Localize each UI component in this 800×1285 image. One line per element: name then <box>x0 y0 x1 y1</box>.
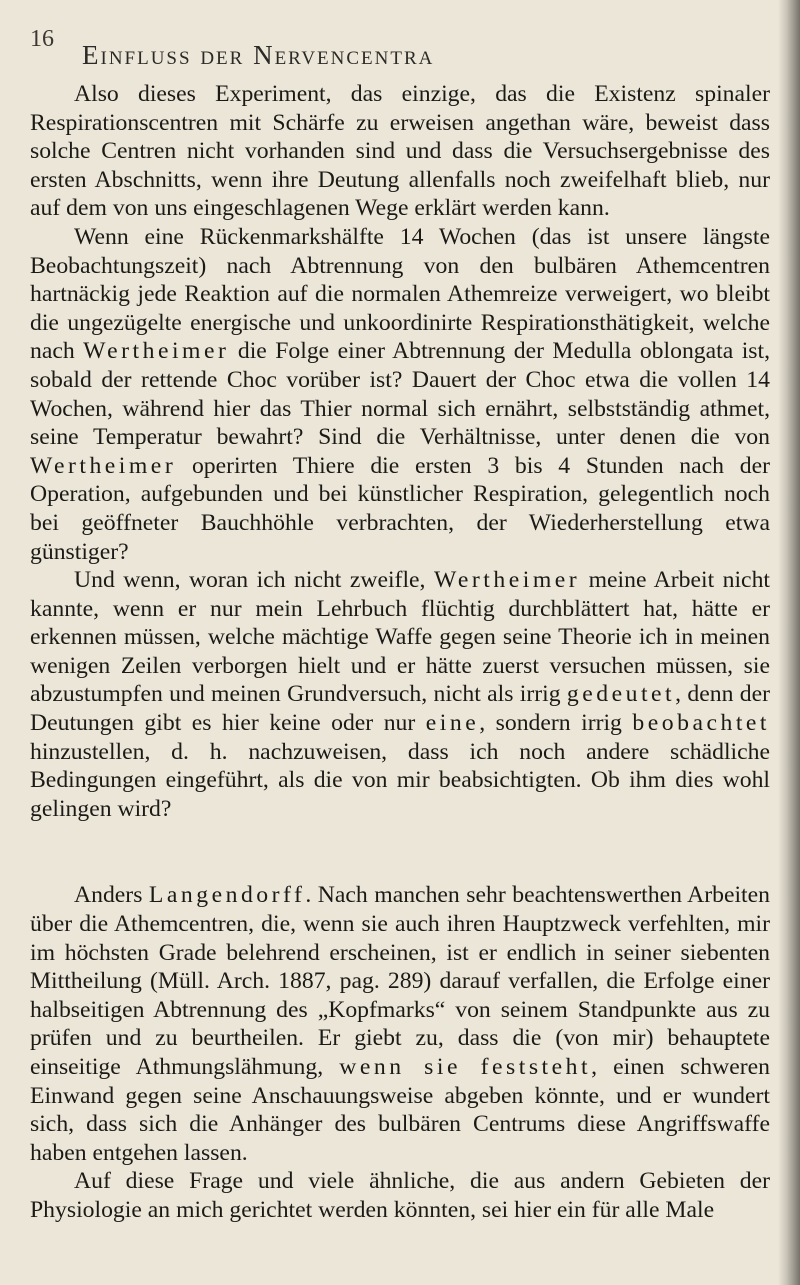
page-edge-shadow <box>778 0 800 1285</box>
spaced-emphasis: Wertheimer <box>30 452 177 479</box>
text-run: die Folge einer Abtrennung der Medulla oblongata ist, sobald der rettende Choc vorüber ist? Dauert der Choc etwa die vollen 14 Wochen, während hier das Thier normal sich ernährt, selbstständig athmet, seine Temperatur bewahrt? Sind die Verhältnisse, unter denen die von <box>30 338 770 451</box>
page-number: 16 <box>30 26 54 52</box>
paragraph <box>30 566 770 823</box>
text-run: operirten Thiere die ersten 3 bis 4 Stunden nach der Operation, aufgebunden und bei künstlicher Respiration, gelegentlich noch bei geöffneter Bauchhöhle verbrachten, der Wiederherstellung etwa günstiger? <box>30 452 770 565</box>
paragraph <box>30 80 770 223</box>
text-run: hinzustellen, d. h. nachzuweisen, dass ich noch andere schädliche Bedingungen eingeführt, als die von mir beabsichtigten. Ob ihm dies wohl gelingen wird? <box>30 738 770 822</box>
page-header <box>30 10 770 70</box>
text-run: , denn der Deutungen gibt es hier keine oder nur <box>30 681 770 737</box>
text-run: Also dieses Experiment, das einzige, das die Existenz spinaler Respirationscentren mit Schärfe zu erweisen angethan wäre, beweist dass solche Centren nicht vorhanden sind und dass die Versuchsergebnisse des ersten Abschnitts, wenn ihre Deutung allenfalls noch zweifelhaft blieb, nur auf dem von uns eingeschlagenen Wege erklärt werden kann. <box>30 81 770 222</box>
spaced-emphasis: Wertheimer <box>433 567 581 594</box>
text-run: , sondern irrig <box>479 710 633 737</box>
text-run: Anders <box>74 882 149 909</box>
spaced-emphasis: wenn sie feststeht <box>339 1054 592 1080</box>
text-run: Und wenn, woran ich nicht zweifle, <box>74 567 434 594</box>
text-run: Auf diese Frage und viele ähnliche, die aus andern Gebieten der Physiologie an mich gerichtet werden könnten, sei hier ein für alle Male <box>30 1168 770 1223</box>
running-head: Einfluss der Nervencentra <box>82 40 435 70</box>
text-run: , einen schweren Einwand gegen seine Anschauungsweise abgeben könnte, und er wundert sich, dass sich die Anhänger des bulbären Centrums diese Angriffswaffe haben entgehen lassen. <box>30 1054 770 1166</box>
text-run: . Nach manchen sehr beachtenswerthen Arbeiten über die Athemcentren, die, wenn sie auch ihren Hauptzweck verfehlten, mir im höchsten Grade belehrend erscheinen, ist er endlich in seiner siebenten Mittheilung (Müll. Arch. 1887, pag. 289) darauf verfallen, die Erfolge einer halbseitigen Abtrennung des „Kopfmarks“ von seinem Standpunkte aus zu prüfen und zu beurtheilen. Er giebt zu, dass die (von mir) behauptete einseitige Athmungslähmung, <box>30 882 770 1080</box>
paragraph <box>30 881 770 1167</box>
spaced-emphasis: Wertheimer <box>83 338 230 365</box>
spaced-emphasis: gedeutet <box>566 681 676 708</box>
section-gap <box>30 823 770 881</box>
text-run: Wenn eine Rückenmarkshälfte 14 Wochen (das ist unsere längste Beobachtungszeit) nach Abtrennung von den bulbären Athemcentren hartnäckig jede Reaktion auf die normalen Athemreize verweigert, wo bleibt die ungezügelte energische und unkoordinirte Respirationsthätigkeit, welche nach <box>30 223 770 365</box>
spaced-emphasis: eine <box>425 710 480 737</box>
body-text <box>30 80 770 1225</box>
text-run: meine Arbeit nicht kannte, wenn er nur mein Lehrbuch flüchtig durchblättert hat, hätte er erkennen müssen, welche mächtige Waffe gegen seine Theorie ich in meinen wenigen Zeilen verborgen hielt und er hätte zuerst versuchen müssen, sie abzustumpfen und meinen Grundversuch, nicht als irrig <box>30 567 770 708</box>
spaced-emphasis: Langendorff <box>148 882 306 909</box>
paragraph <box>30 223 770 566</box>
paragraph <box>30 1167 770 1224</box>
spaced-emphasis: beobachtet <box>632 710 770 737</box>
